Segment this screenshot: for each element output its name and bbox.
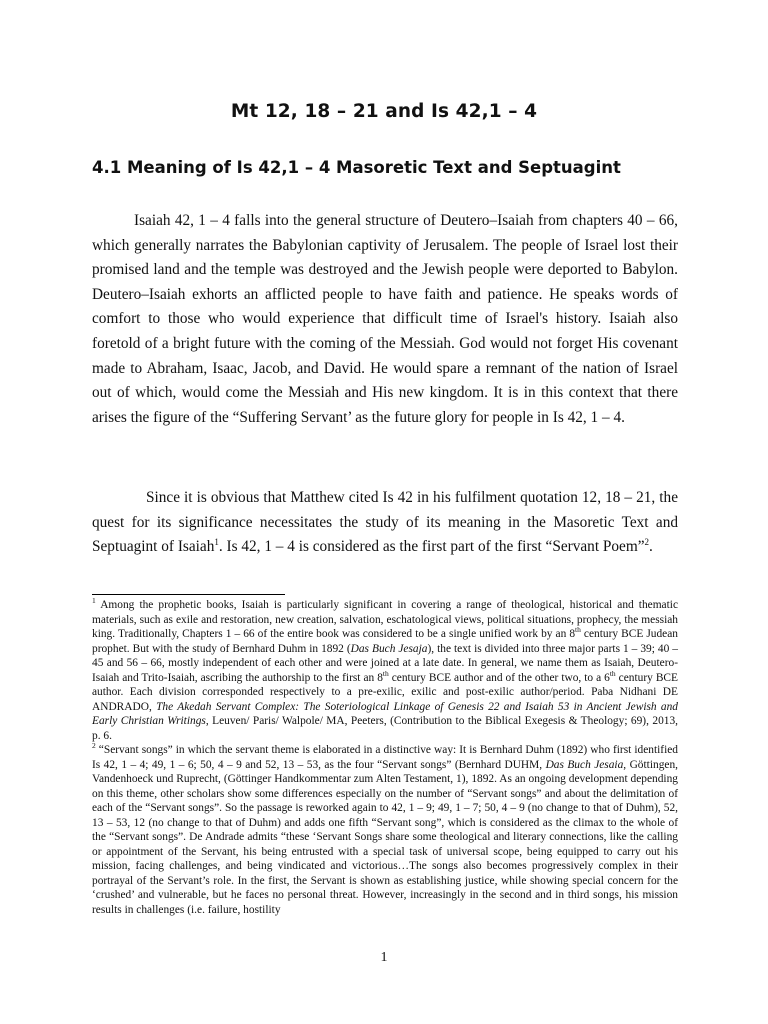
footnote-2-text: “Servant songs” in which the servant theme is elaborated in a distinctive way: It is Bernhard Duhm (1892) who first identified Is 42, 1 – 4; 49, 1 – 6; 50, 4 – 9 and 52, 13 – 53, as the four “Servant songs” (Bernhard DUHM, xyxy=(92,744,678,771)
footnote-1-text: ), the text is divided into three major parts 1 – 39; 40 – 45 and 56 – 66, mostly independent of each other and were joined at a late date. In general, we name them as Isaiah, Deutero-Isaiah and Trito-Isaiah, ascribing the authorship to the first an 8 xyxy=(92,642,678,684)
footnote-ref-1[interactable]: 1 xyxy=(214,537,219,548)
footnote-1-text: , Leuven/ Paris/ Walpole/ MA, Peeters, (Contribution to the Biblical Exegesis & Theology; 69), 2013, p. 6. xyxy=(92,715,679,742)
footnote-1-marker: 1 xyxy=(92,596,96,606)
paragraph-2-text-a: Since it is obvious that Matthew cited Is 42 in his fulfilment quotation 12, 18 – 21, the quest for its significance necessitates the study of its meaning in the Masoretic Text and Septuagint of Isaiah xyxy=(92,489,678,556)
footnote-1-text: century BCE author. Each division corresponded respectively to a pre-exilic, exilic and post-exilic author/period. Paba Nidhani DE ANDRADO, xyxy=(92,671,678,713)
footnote-2-book-title: Das Buch Jesaia xyxy=(545,758,624,771)
footnotes xyxy=(92,598,678,917)
footnote-1-text: century BCE Judean prophet. But with the study of Bernhard Duhm in 1892 ( xyxy=(92,628,678,655)
footnote-1-ordinal: th xyxy=(575,625,581,635)
footnote-1 xyxy=(92,598,678,743)
section-heading: 4.1 Meaning of Is 42,1 – 4 Masoretic Text and Septuagint xyxy=(92,158,621,177)
footnote-separator xyxy=(92,594,285,595)
paragraph-2-text-c: . xyxy=(649,538,653,556)
footnote-1-ordinal: th xyxy=(609,668,616,678)
body-paragraph-1: Isaiah 42, 1 – 4 falls into the general structure of Deutero–Isaiah from chapters 40 – 66, which generally narrates the Babylonian captivity of Jerusalem. The people of Israel lost their promised land and the temple was destroyed and the Jewish people were deported to Babylon. Deutero–Isaiah exhorts an afflicted people to have faith and patience. He speaks words of comfort to those who would experience that difficult time of Israel's history. Isaiah also foretold of a bright future with the coming of the Messiah. God would not forget His covenant made to Abraham, Isaac, Jacob, and David. He would spare a remnant of the nation of Israel out of which, would come the Messiah and His new kingdom. It is in this context that there arises the figure of the “Suffering Servant’ as the future glory for people in Is 42, 1 – 4. xyxy=(92,212,678,426)
page-title: Mt 12, 18 – 21 and Is 42,1 – 4 xyxy=(230,101,538,122)
footnote-2 xyxy=(92,743,678,917)
footnote-1-ordinal: th xyxy=(382,668,389,678)
footnote-1-text: century BCE author and of the other two, to a 6 xyxy=(388,671,610,684)
paragraph-2-text-b: . Is 42, 1 – 4 is considered as the first part of the first “Servant Poem” xyxy=(218,538,645,556)
footnote-1-text: Among the prophetic books, Isaiah is particularly significant in covering a range of theological, historical and thematic materials, such as exile and restoration, new creation, salvation, eschatological views, political situations, prophecy, the messiah king. Traditionally, Chapters 1 – 66 of the entire book was considered to be a single unified work by an 8 xyxy=(92,599,678,640)
body-paragraph-2 xyxy=(92,486,678,560)
footnote-2-marker: 2 xyxy=(92,741,96,751)
footnote-1-book-title: The Akedah Servant Complex: The Soteriological Linkage of Genesis 22 and Isaiah 53 in Ancient Jewish and Early Christian Writings xyxy=(92,700,678,727)
footnote-1-book-title: Das Buch Jesaja xyxy=(350,642,428,655)
page-number: 1 xyxy=(380,950,388,965)
footnote-2-text: , Göttingen, Vandenhoeck und Ruprecht, (Göttinger Handkommentar zum Alten Testament, 1), 1892. As an ongoing development depending on this theme, other scholars show some differences especially on the number of “Servant songs” and about the delimitation of each of the “Servant songs”. So the passage is reworked again to 42, 1 – 9; 49, 1 – 7; 50, 4 – 9 (no change to that of Duhm), 52, 13 – 53, 12 (no change to that of Duhm) and adds one fifth “Servant song”, which is considered as the climax to the whole of the “Servant songs”. De Andrade admits “these ‘Servant Songs share some theological and literary connections, like the calling or appointment of the Servant, his being entrusted with a special task of universal scope, being equipped to carry out his mission, facing challenges, and being vindicated and victorious…The songs also becomes progressively complex in their portrayal of the Servant’s role. In the first, the Servant is shown as establishing justice, while showing special concern for the ‘crushed’ and vulnerable, but he faces no personal threat. However, increasingly in the second and in third songs, his mission results in challenges (i.e. failure, hostility xyxy=(92,758,678,916)
footnote-ref-2[interactable]: 2 xyxy=(644,537,650,548)
